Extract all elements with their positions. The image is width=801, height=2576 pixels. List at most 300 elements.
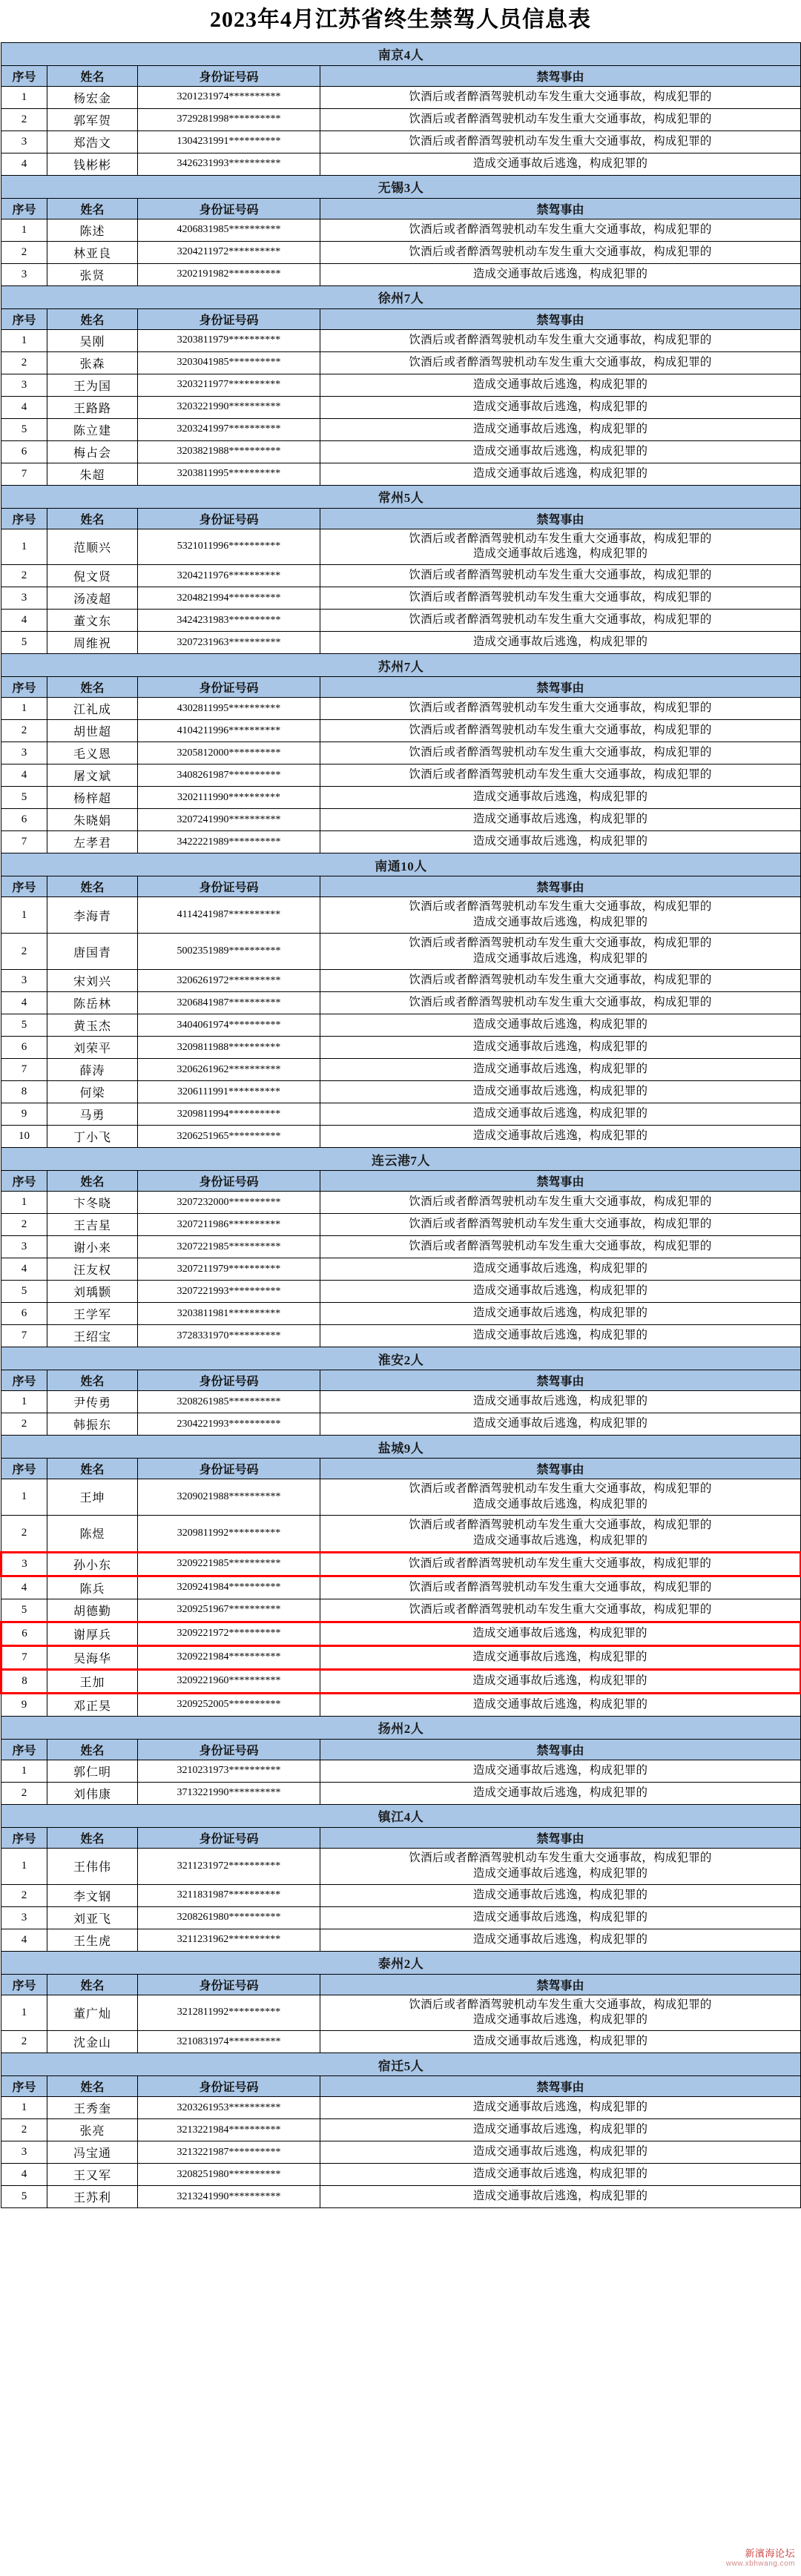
cell-name: 谢小来 xyxy=(47,1236,138,1258)
city-band xyxy=(1,175,801,198)
cell-name: 沈金山 xyxy=(47,2031,138,2053)
cell-name: 董广灿 xyxy=(47,1995,138,2031)
cell-id-number: 3210831974********** xyxy=(138,2031,320,2053)
cell-reason xyxy=(320,529,801,565)
cell-index: 2 xyxy=(1,720,47,742)
reason-line: 造成交通事故后逃逸，构成犯罪的 xyxy=(472,1888,648,1901)
column-header-1: 姓名 xyxy=(47,2076,138,2097)
reason-line: 饮酒后或者醉酒驾驶机动车发生重大交通事故，构成犯罪的 xyxy=(409,355,712,369)
table-row xyxy=(1,108,801,131)
cell-reason xyxy=(320,1303,801,1325)
reason-line: 造成交通事故后逃逸，构成犯罪的 xyxy=(472,1284,648,1298)
reason-line: 饮酒后或者醉酒驾驶机动车发生重大交通事故，构成犯罪的 xyxy=(409,900,712,914)
cell-reason xyxy=(320,565,801,587)
cell-reason xyxy=(320,1059,801,1081)
column-header-3: 禁驾事由 xyxy=(320,508,801,529)
column-header-0: 序号 xyxy=(1,1370,47,1391)
column-header-3: 禁驾事由 xyxy=(320,876,801,897)
table-row xyxy=(1,1782,801,1804)
table-row xyxy=(1,970,801,992)
reason-line: 造成交通事故后逃逸，构成犯罪的 xyxy=(472,1395,648,1408)
cell-id-number: 3205812000********** xyxy=(138,742,320,764)
reason-line: 饮酒后或者醉酒驾驶机动车发生重大交通事故，构成犯罪的 xyxy=(409,746,712,759)
table-row xyxy=(1,1413,801,1436)
cell-id-number: 3208261985********** xyxy=(138,1391,320,1413)
cell-reason xyxy=(320,897,801,934)
table-row xyxy=(1,374,801,396)
cell-id-number: 5321011996********** xyxy=(138,529,320,565)
reason-line: 饮酒后或者醉酒驾驶机动车发生重大交通事故，构成犯罪的 xyxy=(409,937,712,950)
table-row xyxy=(1,440,801,463)
cell-index: 9 xyxy=(1,1103,47,1126)
cell-reason xyxy=(320,1413,801,1436)
column-header-3: 禁驾事由 xyxy=(320,677,801,698)
column-header-row xyxy=(1,1739,801,1760)
cell-id-number: 3207221993********** xyxy=(138,1281,320,1303)
reason-line: 饮酒后或者醉酒驾驶机动车发生重大交通事故，构成犯罪的 xyxy=(409,222,712,236)
reason-line: 饮酒后或者醉酒驾驶机动车发生重大交通事故，构成犯罪的 xyxy=(409,996,712,1009)
table-row xyxy=(1,1059,801,1081)
cell-name: 王学军 xyxy=(47,1303,138,1325)
column-header-1: 姓名 xyxy=(47,1171,138,1192)
table-row xyxy=(1,1325,801,1347)
table-row xyxy=(1,587,801,610)
cell-index: 2 xyxy=(1,241,47,263)
cell-index: 5 xyxy=(1,2186,47,2208)
cell-id-number: 3209221972********** xyxy=(138,1622,320,1645)
cell-reason xyxy=(320,1760,801,1782)
reason-line: 造成交通事故后逃逸，构成犯罪的 xyxy=(472,1932,648,1946)
reason-line: 造成交通事故后逃逸，构成犯罪的 xyxy=(472,1650,647,1663)
cell-name: 江礼成 xyxy=(47,698,138,720)
table-row xyxy=(1,396,801,418)
cell-reason xyxy=(320,1479,801,1516)
cell-name: 李文钢 xyxy=(47,1884,138,1906)
cell-id-number: 5002351989********** xyxy=(138,934,320,970)
cell-name: 董文东 xyxy=(47,610,138,632)
table-row xyxy=(1,263,801,285)
table-row xyxy=(1,1693,801,1716)
cell-id-number: 3203821988********** xyxy=(138,440,320,463)
cell-reason xyxy=(320,764,801,787)
cell-id-number: 3422221989********** xyxy=(138,831,320,853)
cell-name: 杨梓超 xyxy=(47,787,138,809)
column-header-2: 身份证号码 xyxy=(138,65,320,86)
cell-index: 4 xyxy=(1,153,47,175)
table-row xyxy=(1,219,801,241)
cell-name: 毛义恩 xyxy=(47,742,138,764)
cell-index: 1 xyxy=(1,86,47,108)
table-row xyxy=(1,2119,801,2141)
cell-index: 3 xyxy=(1,742,47,764)
cell-reason xyxy=(320,1126,801,1148)
cell-index: 6 xyxy=(1,1622,47,1645)
cell-id-number: 3211231962********** xyxy=(138,1929,320,1951)
city-band xyxy=(1,1804,801,1827)
column-header-row xyxy=(1,1171,801,1192)
reason-line: 造成交通事故后逃逸，构成犯罪的 xyxy=(472,2190,648,2203)
cell-name: 韩振东 xyxy=(47,1413,138,1436)
cell-reason xyxy=(320,329,801,351)
cell-id-number: 3201231974********** xyxy=(138,86,320,108)
city-band-label: 南京4人 xyxy=(1,42,801,65)
reason-line: 造成交通事故后逃逸，构成犯罪的 xyxy=(472,2167,648,2181)
table-row xyxy=(1,1599,801,1622)
table-row xyxy=(1,1622,801,1645)
cell-index: 2 xyxy=(1,351,47,374)
cell-name: 郭军贺 xyxy=(47,108,138,131)
page-title: 2023年4月江苏省终生禁驾人员信息表 xyxy=(210,7,591,32)
cell-index: 3 xyxy=(1,131,47,153)
table-row xyxy=(1,1515,801,1552)
cell-index: 6 xyxy=(1,809,47,831)
table-row xyxy=(1,1037,801,1059)
cell-id-number: 3209221985********** xyxy=(138,1552,320,1576)
cell-index: 1 xyxy=(1,529,47,565)
column-header-row xyxy=(1,876,801,897)
cell-index: 4 xyxy=(1,764,47,787)
cell-reason xyxy=(320,787,801,809)
column-header-row xyxy=(1,1974,801,1995)
cell-name: 王苏利 xyxy=(47,2186,138,2208)
cell-id-number: 3729281998********** xyxy=(138,108,320,131)
cell-id-number: 4206831985********** xyxy=(138,219,320,241)
city-band-label: 盐城9人 xyxy=(1,1436,801,1459)
reason-line: 造成交通事故后逃逸，构成犯罪的 xyxy=(472,1085,648,1098)
reason-line: 饮酒后或者醉酒驾驶机动车发生重大交通事故，构成犯罪的 xyxy=(409,1482,712,1496)
cell-reason xyxy=(320,2097,801,2119)
cell-reason xyxy=(320,1669,801,1693)
cell-name: 卞冬晓 xyxy=(47,1192,138,1214)
cell-name: 何梁 xyxy=(47,1081,138,1103)
cell-reason xyxy=(320,219,801,241)
cell-reason xyxy=(320,742,801,764)
reason-line: 造成交通事故后逃逸，构成犯罪的 xyxy=(472,2013,648,2027)
city-band-label: 常州5人 xyxy=(1,485,801,508)
cell-id-number: 3209811988********** xyxy=(138,1037,320,1059)
cell-reason xyxy=(320,1258,801,1281)
cell-reason xyxy=(320,2031,801,2053)
cell-name: 朱晓娟 xyxy=(47,809,138,831)
reason-line: 饮酒后或者醉酒驾驶机动车发生重大交通事故，构成犯罪的 xyxy=(409,591,712,604)
cell-id-number: 3208261980********** xyxy=(138,1906,320,1929)
cell-id-number: 3213221987********** xyxy=(138,2141,320,2164)
city-band xyxy=(1,42,801,65)
reason-line: 造成交通事故后逃逸，构成犯罪的 xyxy=(472,1063,648,1076)
cell-index: 2 xyxy=(1,565,47,587)
cell-id-number: 3209251967********** xyxy=(138,1599,320,1622)
city-band-label: 扬州2人 xyxy=(1,1716,801,1739)
column-header-0: 序号 xyxy=(1,198,47,219)
cell-id-number: 3208251980********** xyxy=(138,2164,320,2186)
cell-index: 7 xyxy=(1,463,47,485)
table-row xyxy=(1,241,801,263)
reason-line: 饮酒后或者醉酒驾驶机动车发生重大交通事故，构成犯罪的 xyxy=(409,245,712,258)
watermark-sub: www.xbhwang.com xyxy=(725,2560,795,2568)
reason-line: 造成交通事故后逃逸，构成犯罪的 xyxy=(472,547,648,561)
cell-name: 王秀奎 xyxy=(47,2097,138,2119)
cell-name: 吴刚 xyxy=(47,329,138,351)
cell-index: 3 xyxy=(1,970,47,992)
cell-index: 7 xyxy=(1,831,47,853)
table-row xyxy=(1,1014,801,1037)
cell-reason xyxy=(320,263,801,285)
cell-reason xyxy=(320,1576,801,1599)
cell-id-number: 3207211979********** xyxy=(138,1258,320,1281)
cell-name: 郑浩文 xyxy=(47,131,138,153)
cell-name: 胡德勤 xyxy=(47,1599,138,1622)
column-header-1: 姓名 xyxy=(47,1739,138,1760)
cell-name: 郭仁明 xyxy=(47,1760,138,1782)
cell-id-number: 3203261953********** xyxy=(138,2097,320,2119)
reason-line: 造成交通事故后逃逸，构成犯罪的 xyxy=(472,1497,648,1510)
table-row xyxy=(1,1192,801,1214)
cell-name: 刘瑀颢 xyxy=(47,1281,138,1303)
reason-line: 造成交通事故后逃逸，构成犯罪的 xyxy=(472,1040,648,1054)
table-row xyxy=(1,418,801,440)
cell-id-number: 3203211977********** xyxy=(138,374,320,396)
reason-line: 造成交通事故后逃逸，构成犯罪的 xyxy=(472,1262,648,1275)
reason-line: 造成交通事故后逃逸，构成犯罪的 xyxy=(472,813,648,826)
city-band-label: 镇江4人 xyxy=(1,1804,801,1827)
cell-reason xyxy=(320,1236,801,1258)
column-header-2: 身份证号码 xyxy=(138,1370,320,1391)
cell-index: 1 xyxy=(1,698,47,720)
cell-index: 7 xyxy=(1,1645,47,1669)
table-row xyxy=(1,86,801,108)
column-header-3: 禁驾事由 xyxy=(320,1974,801,1995)
cell-index: 4 xyxy=(1,1258,47,1281)
reason-line: 饮酒后或者醉酒驾驶机动车发生重大交通事故，构成犯罪的 xyxy=(409,768,712,782)
column-header-0: 序号 xyxy=(1,1459,47,1479)
cell-name: 王坤 xyxy=(47,1479,138,1516)
cell-index: 1 xyxy=(1,1848,47,1884)
cell-index: 2 xyxy=(1,934,47,970)
reason-line: 造成交通事故后逃逸，构成犯罪的 xyxy=(472,1697,648,1711)
cell-id-number: 3713221990********** xyxy=(138,1782,320,1804)
column-header-1: 姓名 xyxy=(47,1370,138,1391)
column-header-3: 禁驾事由 xyxy=(320,1459,801,1479)
cell-name: 尹传勇 xyxy=(47,1391,138,1413)
reason-line: 造成交通事故后逃逸，构成犯罪的 xyxy=(472,377,648,391)
column-header-0: 序号 xyxy=(1,1171,47,1192)
table-row xyxy=(1,1576,801,1599)
column-header-0: 序号 xyxy=(1,65,47,86)
cell-id-number: 3211231972********** xyxy=(138,1848,320,1884)
reason-line: 造成交通事故后逃逸，构成犯罪的 xyxy=(472,2145,648,2159)
cell-name: 王吉星 xyxy=(47,1214,138,1236)
cell-id-number: 3204821994********** xyxy=(138,587,320,610)
city-band xyxy=(1,1436,801,1459)
reason-line: 饮酒后或者醉酒驾驶机动车发生重大交通事故，构成犯罪的 xyxy=(409,1998,712,2011)
table-row xyxy=(1,2141,801,2164)
cell-name: 吴海华 xyxy=(47,1645,138,1669)
city-band-label: 泰州2人 xyxy=(1,1951,801,1974)
cell-index: 7 xyxy=(1,1059,47,1081)
city-band-label: 南通10人 xyxy=(1,853,801,876)
cell-id-number: 3728331970********** xyxy=(138,1325,320,1347)
table-row xyxy=(1,329,801,351)
cell-name: 刘亚飞 xyxy=(47,1906,138,1929)
cell-reason xyxy=(320,632,801,654)
cell-name: 王又军 xyxy=(47,2164,138,2186)
cell-reason xyxy=(320,587,801,610)
table-row xyxy=(1,2031,801,2053)
column-header-row xyxy=(1,677,801,698)
cell-index: 4 xyxy=(1,2164,47,2186)
column-header-0: 序号 xyxy=(1,1739,47,1760)
cell-reason xyxy=(320,1325,801,1347)
cell-reason xyxy=(320,1995,801,2031)
cell-index: 6 xyxy=(1,1037,47,1059)
cell-reason xyxy=(320,610,801,632)
cell-id-number: 3210231973********** xyxy=(138,1760,320,1782)
cell-index: 5 xyxy=(1,787,47,809)
column-header-1: 姓名 xyxy=(47,677,138,698)
cell-id-number: 3203811981********** xyxy=(138,1303,320,1325)
cell-index: 1 xyxy=(1,1192,47,1214)
cell-index: 3 xyxy=(1,263,47,285)
cell-id-number: 3206251965********** xyxy=(138,1126,320,1148)
cell-name: 钱彬彬 xyxy=(47,153,138,175)
table-row xyxy=(1,1236,801,1258)
reason-line: 造成交通事故后逃逸，构成犯罪的 xyxy=(472,1329,648,1342)
cell-name: 王路路 xyxy=(47,396,138,418)
cell-reason xyxy=(320,970,801,992)
table-row xyxy=(1,153,801,175)
column-header-2: 身份证号码 xyxy=(138,1827,320,1848)
cell-reason xyxy=(320,351,801,374)
cell-reason xyxy=(320,1645,801,1669)
cell-name: 倪文贤 xyxy=(47,565,138,587)
cell-id-number: 3213241990********** xyxy=(138,2186,320,2208)
cell-index: 2 xyxy=(1,1413,47,1436)
cell-index: 1 xyxy=(1,897,47,934)
cell-name: 孙小东 xyxy=(47,1552,138,1576)
cell-name: 冯宝通 xyxy=(47,2141,138,2164)
cell-name: 刘伟康 xyxy=(47,1782,138,1804)
table-row xyxy=(1,1391,801,1413)
table-row xyxy=(1,1848,801,1884)
column-header-0: 序号 xyxy=(1,1827,47,1848)
table-row xyxy=(1,1552,801,1576)
column-header-3: 禁驾事由 xyxy=(320,2076,801,2097)
cell-index: 6 xyxy=(1,1303,47,1325)
reason-line: 造成交通事故后逃逸，构成犯罪的 xyxy=(472,1763,648,1777)
reason-line: 造成交通事故后逃逸，构成犯罪的 xyxy=(472,1107,648,1120)
cell-reason xyxy=(320,698,801,720)
table-row xyxy=(1,831,801,853)
column-header-row xyxy=(1,1459,801,1479)
column-header-0: 序号 xyxy=(1,308,47,329)
cell-index: 2 xyxy=(1,108,47,131)
reason-line: 饮酒后或者醉酒驾驶机动车发生重大交通事故，构成犯罪的 xyxy=(409,90,712,103)
reason-line: 饮酒后或者醉酒驾驶机动车发生重大交通事故，构成犯罪的 xyxy=(409,1580,712,1594)
table-row xyxy=(1,742,801,764)
cell-reason xyxy=(320,2164,801,2186)
reason-line: 造成交通事故后逃逸，构成犯罪的 xyxy=(472,1674,647,1687)
cell-name: 朱超 xyxy=(47,463,138,485)
cell-reason xyxy=(320,1693,801,1716)
column-header-2: 身份证号码 xyxy=(138,2076,320,2097)
table-row xyxy=(1,463,801,485)
reason-line: 造成交通事故后逃逸，构成犯罪的 xyxy=(472,2123,648,2136)
reason-line: 饮酒后或者醉酒驾驶机动车发生重大交通事故，构成犯罪的 xyxy=(409,613,712,627)
cell-reason xyxy=(320,992,801,1014)
city-band xyxy=(1,485,801,508)
cell-name: 李海青 xyxy=(47,897,138,934)
cell-id-number: 3209811992********** xyxy=(138,1515,320,1552)
column-header-2: 身份证号码 xyxy=(138,1739,320,1760)
cell-id-number: 3211831987********** xyxy=(138,1884,320,1906)
cell-reason xyxy=(320,1929,801,1951)
table-row xyxy=(1,565,801,587)
cell-id-number: 3203241997********** xyxy=(138,418,320,440)
cell-index: 10 xyxy=(1,1126,47,1148)
cell-reason xyxy=(320,1281,801,1303)
column-header-row xyxy=(1,508,801,529)
reason-line: 造成交通事故后逃逸，构成犯罪的 xyxy=(472,422,648,435)
reason-line: 饮酒后或者醉酒驾驶机动车发生重大交通事故，构成犯罪的 xyxy=(409,974,712,987)
cell-id-number: 3209252005********** xyxy=(138,1693,320,1716)
table-row xyxy=(1,787,801,809)
cell-name: 陈兵 xyxy=(47,1576,138,1599)
city-band-label: 宿迁5人 xyxy=(1,2053,801,2076)
cell-index: 4 xyxy=(1,610,47,632)
cell-index: 2 xyxy=(1,1515,47,1552)
cell-index: 2 xyxy=(1,1782,47,1804)
table-row xyxy=(1,1760,801,1782)
cell-reason xyxy=(320,108,801,131)
table-row xyxy=(1,351,801,374)
cell-id-number: 2304221993********** xyxy=(138,1413,320,1436)
table-row xyxy=(1,934,801,970)
table-row xyxy=(1,764,801,787)
table-row xyxy=(1,1929,801,1951)
reason-line: 造成交通事故后逃逸，构成犯罪的 xyxy=(472,1533,648,1547)
cell-id-number: 3209221984********** xyxy=(138,1645,320,1669)
cell-reason xyxy=(320,440,801,463)
cell-name: 张贤 xyxy=(47,263,138,285)
column-header-3: 禁驾事由 xyxy=(320,1739,801,1760)
cell-name: 周维祝 xyxy=(47,632,138,654)
cell-reason xyxy=(320,1192,801,1214)
cell-id-number: 3209811994********** xyxy=(138,1103,320,1126)
reason-line: 造成交通事故后逃逸，构成犯罪的 xyxy=(472,635,648,649)
city-band xyxy=(1,1347,801,1370)
table-row xyxy=(1,1645,801,1669)
column-header-1: 姓名 xyxy=(47,876,138,897)
column-header-0: 序号 xyxy=(1,2076,47,2097)
reason-line: 饮酒后或者醉酒驾驶机动车发生重大交通事故，构成犯罪的 xyxy=(409,1240,712,1253)
cell-name: 张森 xyxy=(47,351,138,374)
cell-reason xyxy=(320,2141,801,2164)
cell-id-number: 3206261972********** xyxy=(138,970,320,992)
cell-id-number: 3206261962********** xyxy=(138,1059,320,1081)
cell-index: 3 xyxy=(1,587,47,610)
table-row xyxy=(1,1884,801,1906)
reason-line: 造成交通事故后逃逸，构成犯罪的 xyxy=(472,1626,647,1639)
column-header-row xyxy=(1,65,801,86)
reason-line: 造成交通事故后逃逸，构成犯罪的 xyxy=(472,466,648,480)
cell-reason xyxy=(320,1622,801,1645)
table-row xyxy=(1,529,801,565)
cell-name: 唐国青 xyxy=(47,934,138,970)
cell-reason xyxy=(320,1884,801,1906)
column-header-3: 禁驾事由 xyxy=(320,65,801,86)
city-band-label: 连云港7人 xyxy=(1,1148,801,1171)
cell-id-number: 3202191982********** xyxy=(138,263,320,285)
